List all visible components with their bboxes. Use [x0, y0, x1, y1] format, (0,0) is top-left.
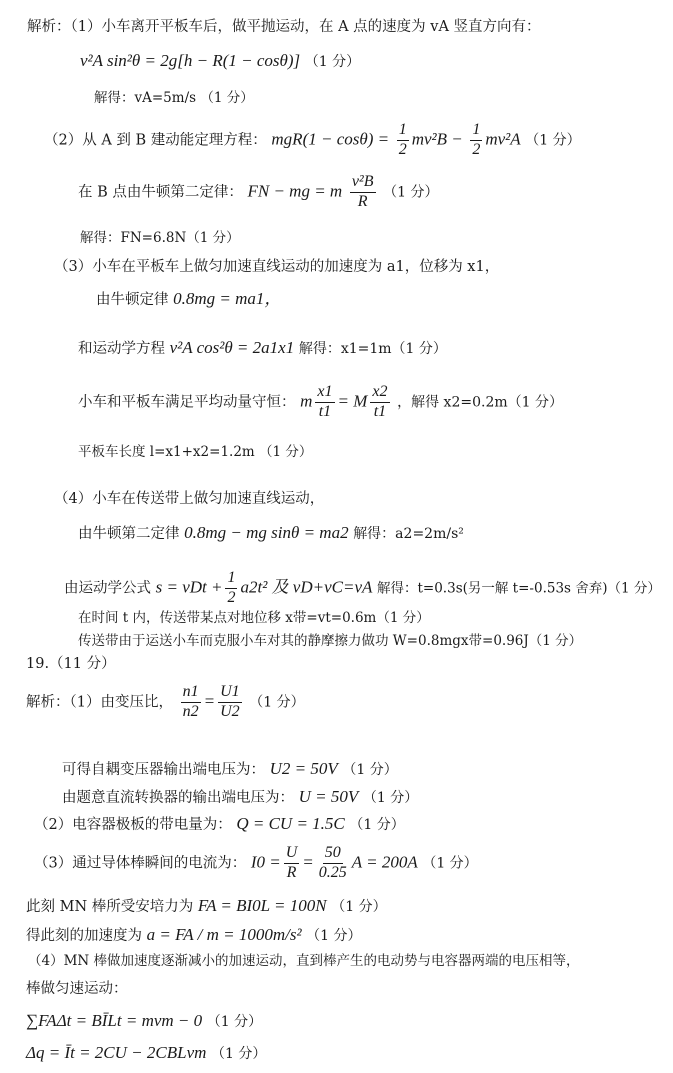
eq-term-a: mv²A: [485, 129, 521, 149]
equation-current: [34, 845, 478, 882]
frac-num: v²B: [350, 174, 376, 193]
equation-momentum: [78, 384, 563, 421]
frac-num: 50: [323, 845, 343, 864]
equation-impulse: [26, 1012, 262, 1030]
eq-equals: =: [203, 691, 216, 711]
equation-ampere-force: [26, 897, 387, 915]
score-note: （1 分）: [211, 1046, 267, 1062]
frac-den: t1: [318, 402, 332, 420]
eq-body: Δq = Īt = 2CU − 2CBLvm: [26, 1043, 207, 1062]
frac-den: R: [357, 192, 368, 210]
eq-body: 0.8mg = ma1，: [173, 289, 282, 308]
result-a2: 解得：a2=2m/s²: [353, 526, 464, 542]
frac-num: 1: [470, 122, 482, 141]
line-part4-description: （4）MN 棒做加速度逐渐减小的加速运动，直到棒产生的电动势与电容器两端的电压相等，: [28, 953, 580, 969]
line-belt-displacement: 在时间 t 内，传送带某点对地位移 x带=vt=0.6m（1 分）: [78, 610, 430, 626]
eq-left: FN − mg = m: [247, 181, 343, 201]
equation-dc-voltage: [62, 788, 418, 806]
eq-equals-m: = M: [337, 391, 368, 411]
frac-num: U: [284, 845, 300, 864]
eq-m: m: [300, 391, 313, 411]
equation-energy-theorem: [44, 122, 581, 159]
eq-body: U = 50V: [298, 787, 359, 806]
eq-body: 0.8mg − mg sinθ = ma2: [184, 523, 349, 542]
eq-lead-text: （2）从 A 到 B 建动能定理方程：: [44, 132, 267, 149]
fraction-half: [225, 570, 237, 607]
equation-kinematics-t: [64, 570, 661, 607]
score-note: （1 分）: [422, 855, 478, 872]
line-part1-intro: 解析：（1）小车离开平板车后，做平抛运动，在 A 点的速度为 vA 竖直方向有：: [27, 19, 541, 35]
line-part4-intro: （4）小车在传送带上做匀加速直线运动，: [54, 491, 325, 507]
eq-lead-text: 此刻 MN 棒所受安培力为: [26, 899, 194, 915]
score-note: （1 分）: [331, 899, 387, 915]
result-fn: 解得：FN=6.8N（1 分）: [80, 230, 240, 246]
eq-left: mgR(1 − cosθ) =: [271, 129, 390, 149]
question-19-header: 19.（11 分）: [26, 656, 116, 672]
score-note: （1 分）: [383, 184, 439, 201]
eq-lead-text: 由题意直流转换器的输出端电压为：: [62, 790, 294, 806]
eq-lead-text: 由牛顿第二定律: [78, 526, 180, 542]
equation-capacitor-charge: [34, 815, 405, 833]
eq-lead-text: 可得自耦变压器输出端电压为：: [62, 762, 265, 778]
fraction-n1-n2: [181, 684, 201, 721]
frac-num: x2: [370, 384, 389, 403]
equation-newton-a1: [96, 290, 281, 308]
line-part3-intro: （3）小车在平板车上做匀加速直线运动的加速度为 a1，位移为 x1，: [54, 259, 500, 275]
frac-den: 2: [472, 140, 481, 158]
eq-body: v²A cos²θ = 2a1x1: [169, 338, 295, 357]
eq-lead-text: 和运动学方程: [78, 341, 165, 357]
score-note: （1 分）: [525, 132, 581, 149]
equation-newton-b: [78, 174, 438, 211]
eq-lead-text: 得此刻的加速度为: [26, 928, 142, 944]
score-note: （1 分）: [304, 54, 361, 70]
eq-body: FA = BI0L = 100N: [197, 896, 327, 915]
fraction-vb-over-r: [350, 174, 376, 211]
frac-den: R: [286, 863, 297, 881]
equation-transformer-ratio: [26, 684, 305, 721]
result-va: 解得：vA=5m/s （1 分）: [94, 90, 254, 106]
eq-i0: I0 =: [250, 852, 281, 872]
line-friction-work: 传送带由于运送小车而克服小车对其的静摩擦力做功 W=0.8mgx带=0.96J（1 分）: [78, 633, 583, 649]
eq-lead-text: 小车和平板车满足平均动量守恒：: [78, 394, 296, 411]
eq-text: v²A sin²θ = 2g[h − R(1 − cosθ)]: [80, 51, 301, 70]
equation-acceleration: [26, 926, 362, 944]
eq-body: a = FA / m = 1000m/s²: [146, 925, 302, 944]
eq-lead-text: （3）通过导体棒瞬间的电流为：: [34, 855, 247, 872]
eq-result: A = 200A: [351, 852, 418, 872]
line-uniform-motion: 棒做匀速运动：: [26, 981, 128, 997]
eq-term-b: mv²B −: [411, 129, 463, 149]
result-x2: ，解得 x2=0.2m（1 分）: [397, 394, 563, 411]
score-note: （1 分）: [206, 1014, 263, 1030]
frac-num: x1: [315, 384, 334, 403]
result-x1: 解得：x1=1m（1 分）: [298, 341, 447, 357]
eq-body: U2 = 50V: [269, 759, 338, 778]
frac-den: t1: [373, 402, 387, 420]
fraction-u1-u2: [218, 684, 242, 721]
eq-body: Q = CU = 1.5C: [236, 814, 345, 833]
eq-lead-text: （2）电容器极板的带电量为：: [34, 817, 232, 833]
score-note: （1 分）: [306, 928, 362, 944]
equation-charge-change: [26, 1044, 266, 1062]
frac-den: 2: [398, 140, 407, 158]
eq-lead-text: 解析：（1）由变压比，: [26, 694, 173, 711]
eq-body: ∑FAΔt = BĪLt = mvm − 0: [26, 1011, 203, 1030]
result-length: 平板车长度 l=x1+x2=1.2m （1 分）: [78, 444, 313, 460]
frac-num: n1: [181, 684, 201, 703]
eq-lead-text: 由运动学公式: [64, 580, 151, 597]
eq-part-a: s = vDt +: [155, 577, 223, 597]
equation-kinematics-x1: [78, 339, 447, 357]
fraction-u-r: [284, 845, 300, 882]
frac-den: 0.25: [318, 863, 347, 881]
eq-equals: =: [302, 852, 314, 872]
eq-lead-text: 在 B 点由牛顿第二定律：: [78, 184, 243, 201]
frac-num: 1: [225, 570, 237, 589]
score-note: （1 分）: [362, 790, 419, 806]
fraction-half-a: [470, 122, 482, 159]
frac-den: U2: [220, 702, 240, 720]
frac-num: 1: [397, 122, 409, 141]
fraction-x1-t1: [315, 384, 334, 421]
equation-vertical-motion: [80, 52, 360, 70]
fraction-half-b: [397, 122, 409, 159]
frac-den: n2: [182, 702, 199, 720]
score-note: （1 分）: [249, 694, 305, 711]
result-t: 解得：t=0.3s(另一解 t=-0.53s 舍弃)（1 分）: [376, 580, 661, 597]
frac-num: U1: [218, 684, 242, 703]
frac-den: 2: [227, 588, 236, 606]
eq-lead-text: 由牛顿定律: [96, 292, 169, 308]
fraction-x2-t1: [370, 384, 389, 421]
score-note: （1 分）: [349, 817, 405, 833]
equation-output-voltage: [62, 760, 398, 778]
fraction-50-025: [317, 845, 349, 882]
score-note: （1 分）: [342, 762, 398, 778]
equation-newton-a2: [78, 524, 464, 542]
eq-part-b: a2t² 及 vD+vC=vA: [240, 577, 373, 597]
